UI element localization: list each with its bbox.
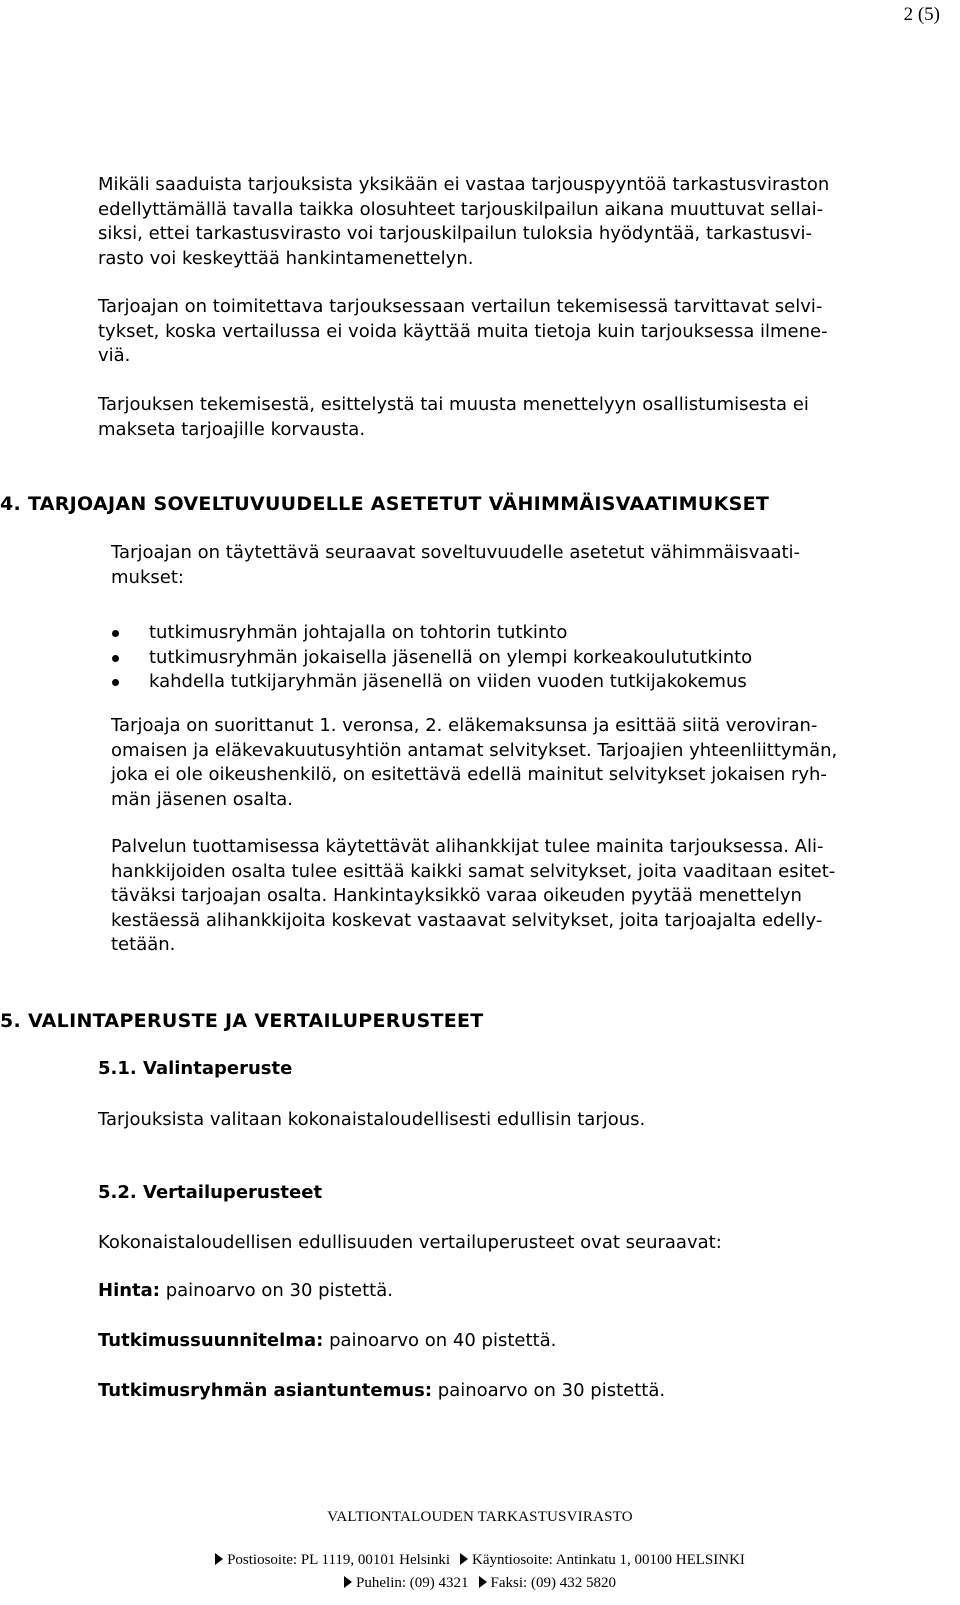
- section-5-heading: 5. VALINTAPERUSTE JA VERTAILUPERUSTEET: [0, 1010, 484, 1032]
- list-item-text: tutkimusryhmän johtajalla on tohtorin tutkinto: [149, 622, 568, 643]
- text-line: Tarjoajan on täytettävä seuraavat soveltuvuudelle asetetut vähimmäisvaati-: [111, 542, 801, 563]
- list-item: [111, 621, 752, 646]
- text-line: Mikäli saaduista tarjouksista yksikään ei vastaa tarjouspyyntöä tarkastusviraston: [98, 174, 830, 195]
- text-line: kestäessä alihankkijoita koskevat vastaavat selvitykset, joita tarjoajalta edelly-: [111, 909, 823, 931]
- footer-phone: Puhelin: (09) 4321: [356, 1575, 469, 1591]
- footer-visiting-address: Käyntiosoite: Antinkatu 1, 00100 HELSINKI: [472, 1552, 745, 1568]
- list-item: [111, 670, 752, 695]
- criterion-label: Tutkimussuunnitelma:: [98, 1330, 324, 1351]
- text-line: makseta tarjoajille korvausta.: [98, 418, 366, 440]
- bullet-icon: [112, 655, 119, 662]
- text-line: Tarjoajan on toimitettava tarjouksessaan vertailun tekemisessä tarvittavat selvi-: [98, 296, 823, 317]
- requirements-list: [111, 621, 752, 695]
- criterion-value: painoarvo on 30 pistettä.: [432, 1380, 666, 1401]
- section-4-heading: 4. TARJOAJAN SOVELTUVUUDELLE ASETETUT VÄHIMMÄISVAATIMUKSET: [0, 493, 770, 515]
- text-line: tetään.: [111, 934, 176, 955]
- text-line: viä.: [98, 345, 131, 366]
- text-line: joka ei ole oikeushenkilö, on esitettävä edellä mainitut selvitykset jokaisen ryh-: [111, 764, 827, 785]
- criterion-price: [98, 1280, 393, 1301]
- section-4-paragraph-1: [111, 714, 837, 812]
- footer-address-line: [0, 1552, 960, 1569]
- bullet-icon: [112, 630, 119, 637]
- text-line: Tarjoaja on suorittanut 1. veronsa, 2. eläkemaksunsa ja esittää siitä veroviran-: [111, 715, 818, 736]
- criterion-value: painoarvo on 30 pistettä.: [160, 1280, 393, 1301]
- section-5-2-text: Kokonaistaloudellisen edullisuuden vertailuperusteet ovat seuraavat:: [98, 1232, 722, 1253]
- footer-organization: VALTIONTALOUDEN TARKASTUSVIRASTO: [327, 1509, 633, 1525]
- section-4-paragraph-2: [111, 835, 835, 958]
- criterion-label: Hinta:: [98, 1280, 160, 1301]
- list-item: [111, 646, 752, 671]
- criterion-team-expertise: [98, 1380, 665, 1401]
- text-line: edellyttämällä tavalla taikka olosuhteet tarjouskilpailun aikana muuttuvat sellai-: [98, 198, 824, 220]
- footer-contact-line: [0, 1575, 960, 1592]
- list-item-text: kahdella tutkijaryhmän jäsenellä on viiden vuoden tutkijakokemus: [149, 671, 747, 692]
- text-line: täväksi tarjoajan osalta. Hankintayksikkö varaa oikeuden pyytää menettelyn: [111, 885, 802, 906]
- arrow-right-icon: [344, 1576, 352, 1588]
- intro-paragraph-2: [98, 295, 828, 369]
- bullet-icon: [112, 679, 119, 686]
- intro-paragraph-3: [98, 393, 809, 442]
- intro-paragraph-1: [98, 173, 829, 271]
- criterion-label: Tutkimusryhmän asiantuntemus:: [98, 1380, 433, 1401]
- text-line: Tarjouksen tekemisestä, esittelystä tai muusta menettelyyn osallistumisesta ei: [98, 394, 809, 415]
- text-line: Palvelun tuottamisessa käytettävät alihankkijat tulee mainita tarjouksessa. Ali-: [111, 836, 824, 857]
- footer-postal-address: Postiosoite: PL 1119, 00101 Helsinki: [227, 1552, 451, 1568]
- text-line: siksi, ettei tarkastusvirasto voi tarjouskilpailun tuloksia hyödyntää, tarkastusvi-: [98, 223, 812, 244]
- page-number: 2 (5): [903, 4, 940, 25]
- text-line: rasto voi keskeyttää hankintamenettelyn.: [98, 247, 474, 269]
- list-item-text: tutkimusryhmän jokaisella jäsenellä on ylempi korkeakoulututkinto: [149, 646, 753, 668]
- text-line: omaisen ja eläkevakuutusyhtiön antamat selvitykset. Tarjoajien yhteenliittymän,: [111, 739, 838, 761]
- section-5-1-text: Tarjouksista valitaan kokonaistaloudellisesti edullisin tarjous.: [98, 1109, 646, 1130]
- arrow-right-icon: [215, 1553, 223, 1565]
- section-4-intro: [111, 541, 800, 590]
- criterion-value: painoarvo on 40 pistettä.: [323, 1330, 557, 1351]
- section-5-1-heading: 5.1. Valintaperuste: [98, 1058, 293, 1079]
- text-line: män jäsenen osalta.: [111, 788, 294, 810]
- text-line: mukset:: [111, 566, 184, 588]
- section-5-2-heading: 5.2. Vertailuperusteet: [98, 1182, 323, 1203]
- text-line: hankkijoiden osalta tulee esittää kaikki samat selvitykset, joita vaaditaan esitet-: [111, 860, 836, 882]
- arrow-right-icon: [460, 1553, 468, 1565]
- text-line: tykset, koska vertailussa ei voida käyttää muita tietoja kuin tarjouksessa ilmene-: [98, 320, 828, 342]
- criterion-research-plan: [98, 1330, 556, 1351]
- footer-fax: Faksi: (09) 432 5820: [490, 1575, 616, 1591]
- arrow-right-icon: [479, 1576, 487, 1588]
